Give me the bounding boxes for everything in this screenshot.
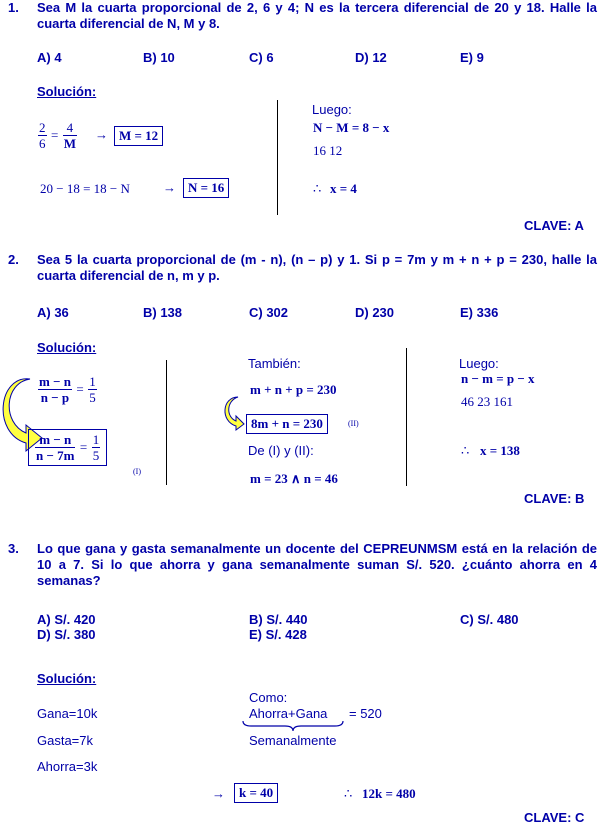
problem-2-question: Sea 5 la cuarta proporcional de (m - n), (n – p) y 1. Si p = 7m y m + n + p = 230, halle la cuarta diferencial de n, m y p. [37, 252, 597, 283]
p1-proportion: $\frac{2}{6}$ = $\frac{4}{M}$ [39, 120, 77, 151]
p2-luego-label: Luego: [459, 356, 499, 371]
p2-frac-2: $\frac{m - n}{n - 7m}$ [36, 432, 75, 463]
p3-option-d: D) S/. 380 [37, 627, 96, 642]
p2-option-e: E) 336 [460, 305, 499, 320]
p1-luego-label: Luego: [312, 102, 352, 117]
p1-option-c: C) 6 [249, 50, 274, 65]
p2-de-label: De (I) y (II): [248, 443, 314, 458]
p3-option-e: E) S/. 428 [249, 627, 307, 642]
problem-3-question: Lo que gana y gasta semanalmente un docente del CEPREUNMSM está en la relación de 10 a 7. Si lo que ahorra y gana semanalmente suman S/. 520. ¿cuánto ahorra en 4 semanas? [37, 541, 597, 588]
p2-frac-2-right: $\frac{1}{5}$ [92, 432, 100, 463]
p1-divider [277, 100, 278, 215]
p3-solution-heading: Solución: [37, 671, 97, 686]
p1-box-m: M = 12 [114, 126, 163, 146]
p1-arrow-2: → [163, 180, 176, 195]
p1-option-d: D) 12 [355, 50, 387, 65]
p2-solution-heading: Solución: [37, 340, 97, 355]
p3-expression: Ahorra+Gana [249, 706, 328, 721]
p3-option-b: B) S/. 440 [249, 612, 308, 627]
p3-gana: Gana=10k [37, 706, 98, 721]
p3-gasta: Gasta=7k [37, 733, 94, 748]
p1-values: 16 12 [313, 143, 343, 158]
p1-relation: N − M = 8 − x [313, 120, 390, 135]
p2-equation-1: $\frac{m - n}{n - p}$ = $\frac{1}{5}$ [39, 374, 96, 405]
p2-box-equation-i: $\frac{m - n}{n - 7m}$ = $\frac{1}{5}$ [28, 429, 107, 466]
p2-divider-1 [166, 360, 167, 485]
p3-clave: CLAVE: C [524, 810, 585, 825]
yellow-small-arrow-icon [224, 395, 246, 431]
p2-therefore-icon: ∴ [461, 443, 470, 458]
p2-option-d: D) 230 [355, 305, 395, 320]
p2-frac-1: $\frac{m - n}{n - p}$ [39, 374, 71, 405]
p1-solution-heading: Solución: [37, 84, 97, 99]
p2-clave: CLAVE: B [524, 491, 585, 506]
p1-box-n: N = 16 [183, 178, 229, 198]
p2-result: x = 138 [480, 443, 520, 458]
p2-box-equation-ii: 8m + n = 230 [246, 414, 328, 434]
p3-result: 12k = 480 [362, 786, 416, 801]
p2-frac-1-right: $\frac{1}{5}$ [89, 374, 96, 405]
p2-sum-equation: m + n + p = 230 [250, 382, 337, 397]
p1-frac-a: $\frac{2}{6}$ [39, 120, 46, 151]
p3-ahorra: Ahorra=3k [37, 759, 98, 774]
p1-therefore-icon: ∴ [313, 181, 322, 196]
p2-option-a: A) 36 [37, 305, 69, 320]
p3-semanalmente: Semanalmente [249, 733, 337, 748]
p1-clave: CLAVE: A [524, 218, 584, 233]
p3-arrow: → [212, 786, 225, 801]
p3-box-k: k = 40 [234, 783, 278, 803]
p2-relation: n − m = p − x [461, 371, 535, 386]
p2-values: 46 23 161 [461, 394, 513, 409]
p3-option-a: A) S/. 420 [37, 612, 96, 627]
p2-label-ii: (II) [348, 419, 359, 428]
problem-1-number: 1. [8, 0, 19, 15]
p2-label-i: (I) [133, 467, 141, 476]
p1-option-a: A) 4 [37, 50, 62, 65]
p1-equation-n: 20 − 18 = 18 − N [40, 181, 130, 196]
p3-como-label: Como: [249, 690, 288, 705]
p1-arrow: → [95, 127, 108, 142]
p1-option-b: B) 10 [143, 50, 175, 65]
p2-option-b: B) 138 [143, 305, 183, 320]
underbrace-icon [241, 720, 345, 732]
problem-1-question: Sea M la cuarta proporcional de 2, 6 y 4; N es la tercera diferencial de 20 y 18. Halle la cuarta diferencial de N, M y 8. [37, 0, 597, 31]
p2-option-c: C) 302 [249, 305, 289, 320]
p2-divider-2 [406, 348, 407, 486]
p2-solution-mn: m = 23 ∧ n = 46 [250, 471, 338, 486]
p3-option-c: C) S/. 480 [460, 612, 519, 627]
p2-tambien-label: También: [248, 356, 301, 371]
p1-option-e: E) 9 [460, 50, 484, 65]
problem-3-number: 3. [8, 541, 19, 556]
p1-result: x = 4 [330, 181, 357, 196]
problem-2-number: 2. [8, 252, 19, 267]
p3-equals-520: = 520 [349, 706, 382, 721]
p1-frac-b: $\frac{4}{M}$ [63, 120, 77, 151]
p3-therefore-icon: ∴ [344, 786, 353, 801]
